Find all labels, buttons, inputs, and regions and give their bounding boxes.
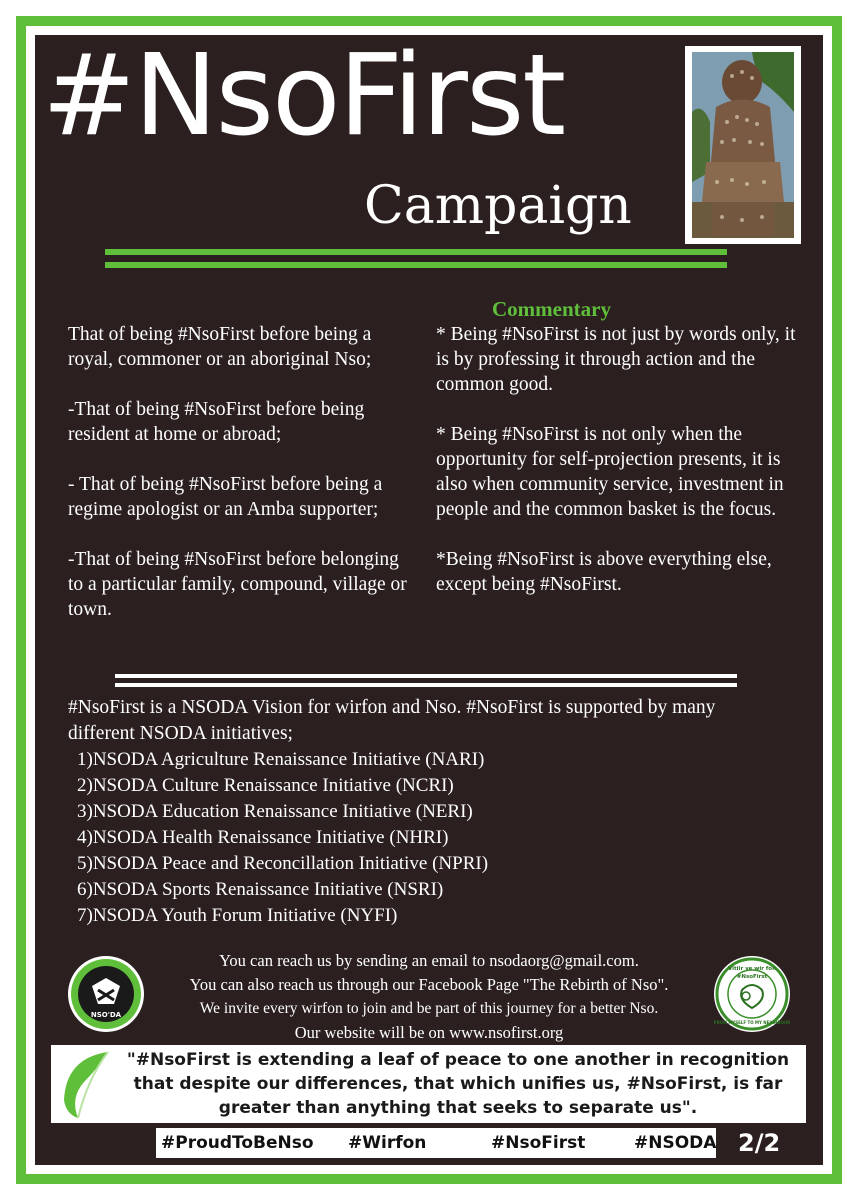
page-title: #NsoFirst (42, 31, 565, 161)
nsoda-logo (68, 956, 144, 1032)
initiative-item: 2)NSODA Culture Renaissance Initiative (NCRI) (77, 775, 454, 796)
section-divider-top (115, 674, 737, 678)
commentary-left-column (68, 322, 418, 647)
hashtag: #NSODA (634, 1133, 717, 1153)
hashtag: #ProudToBeNso (161, 1133, 314, 1153)
left-paragraph: -That of being #NsoFirst before being resident at home or abroad; (68, 399, 365, 445)
right-paragraph: * Being #NsoFirst is not only when the opportunity for self-projection presents, it is also when community service, investment in people and the common basket is the focus. (436, 424, 784, 520)
right-paragraph: * Being #NsoFirst is not just by words only, it is by professing it through action and the common good. (436, 324, 796, 395)
left-paragraph: That of being #NsoFirst before being a royal, commoner or an aboriginal Nso; (68, 324, 372, 370)
nsofirst-seal-logo (714, 956, 790, 1032)
statue-photo (692, 52, 794, 238)
initiatives-list (77, 747, 488, 929)
contact-facebook: You can also reach us through our Facebook Page "The Rebirth of Nso". (189, 975, 669, 994)
statue-illustration (692, 52, 794, 238)
vision-intro: #NsoFirst is a NSODA Vision for wirfon and Nso. #NsoFirst is supported by many different NSODA initiatives; (68, 697, 716, 744)
peace-quote: "#NsoFirst is extending a leaf of peace to one another in recognition that despite our differences, that which unifies us, #NsoFirst, is far greater than anything that seeks to separate us". (126, 1050, 790, 1118)
commentary-heading: Commentary (492, 297, 611, 321)
header-divider-top (105, 249, 727, 255)
contact-invite: We invite every wirfon to join and be part of this journey for a better Nso. (199, 1000, 659, 1017)
initiative-item: 3)NSODA Education Renaissance Initiative (NERI) (77, 801, 473, 822)
page-subtitle: Campaign (364, 176, 632, 236)
logo-text: NSO'DA (90, 1011, 122, 1019)
initiative-item: 4)NSODA Health Renaissance Initiative (NHRI) (77, 827, 449, 848)
seal-bottom-text: FROM MYSELF TO MY NEIGHBOUR (714, 1020, 790, 1025)
hashtag: #Wirfon (348, 1133, 427, 1153)
initiative-item: 7)NSODA Youth Forum Initiative (NYFI) (77, 905, 398, 926)
initiative-item: 5)NSODA Peace and Reconcillation Initiative (NPRI) (77, 853, 489, 874)
header-divider-bottom (105, 262, 727, 268)
seal-top-text: Vitiir ve wir fon (728, 966, 776, 972)
contact-website: Our website will be on www.nsofirst.org (294, 1023, 564, 1042)
contact-info (140, 949, 718, 1045)
initiative-item: 1)NSODA Agriculture Renaissance Initiative (NARI) (77, 749, 485, 770)
seal-tag-text: #NsoFirst (736, 974, 768, 980)
page-number: 2/2 (738, 1129, 781, 1157)
contact-email: You can reach us by sending an email to nsodaorg@gmail.com. (219, 951, 639, 970)
section-divider-bottom (115, 683, 737, 687)
left-paragraph: -That of being #NsoFirst before belonging to a particular family, compound, village or town. (68, 549, 407, 620)
hashtag: #NsoFirst (491, 1133, 586, 1153)
leaf-icon (58, 1048, 118, 1120)
left-paragraph: - That of being #NsoFirst before being a regime apologist or an Amba supporter; (68, 474, 383, 520)
commentary-right-column (436, 322, 801, 622)
right-paragraph: *Being #NsoFirst is above everything else, except being #NsoFirst. (436, 549, 772, 595)
initiative-item: 6)NSODA Sports Renaissance Initiative (NSRI) (77, 879, 444, 900)
